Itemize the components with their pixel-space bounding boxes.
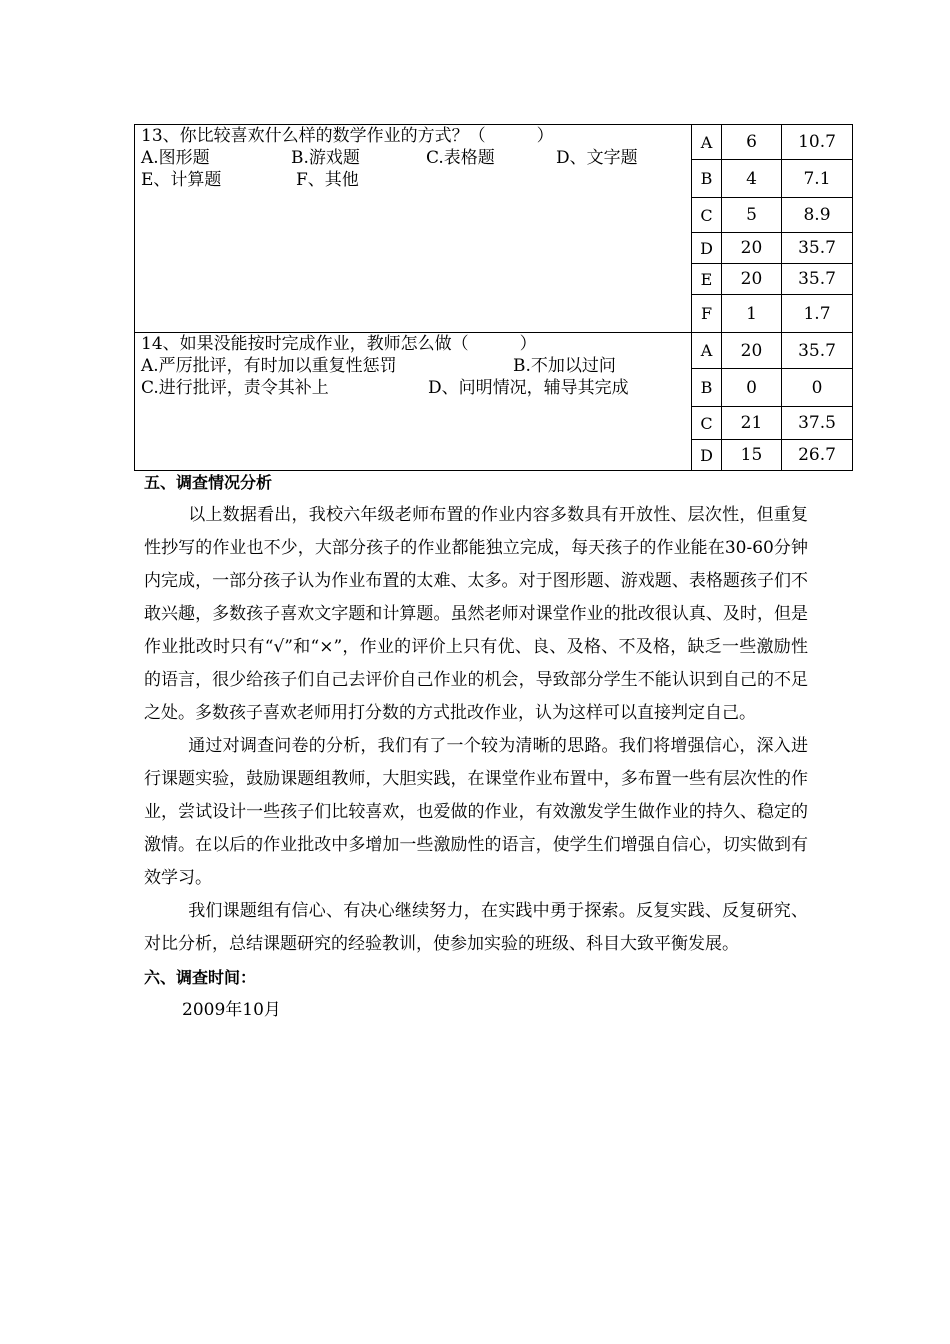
option-label: A [692,125,722,160]
option-label: D [692,440,722,471]
question-13-options-line2 [141,169,685,191]
count-cell: 4 [722,160,782,198]
count-cell: 5 [722,198,782,233]
question-14-options-line2 [141,377,685,399]
option-text: C.进行批评，责令其补上 [141,378,329,398]
paragraph: 我们课题组有信心、有决心继续努力，在实践中勇于探索。反复实践、反复研究、对比分析，总结课题研究的经验教训，使参加实验的班级、科目大致平衡发展。 [144,901,808,954]
count-cell: 21 [722,407,782,440]
option-text: B.游戏题 [291,148,360,168]
option-label: D [692,233,722,264]
percent-cell: 8.9 [782,198,853,233]
question-13-cell [135,125,692,333]
question-13-options-line1 [141,147,685,169]
option-text: C.表格题 [426,148,495,168]
question-14-cell [135,333,692,471]
percent-cell: 35.7 [782,233,853,264]
percent-cell: 10.7 [782,125,853,160]
count-cell: 1 [722,295,782,333]
table-row [135,125,853,160]
percent-cell: 7.1 [782,160,853,198]
option-text: D、文字题 [556,148,638,168]
option-label: F [692,295,722,333]
count-cell: 20 [722,333,782,369]
percent-cell: 0 [782,369,853,407]
percent-cell: 26.7 [782,440,853,471]
question-14-options-line1 [141,355,685,377]
count-cell: 15 [722,440,782,471]
option-text: E、计算题 [141,170,222,190]
option-label: B [692,160,722,198]
option-text: B.不加以过问 [513,356,616,376]
percent-cell: 37.5 [782,407,853,440]
option-label: B [692,369,722,407]
percent-cell: 1.7 [782,295,853,333]
option-label: C [692,198,722,233]
percent-cell: 35.7 [782,264,853,295]
survey-table [134,124,853,471]
paragraph: 通过对调查问卷的分析，我们有了一个较为清晰的思路。我们将增强信心，深入进行课题实验，鼓励课题组教师，大胆实践，在课堂作业布置中，多布置一些有层次性的作业，尝试设计一些孩子们比较喜欢，也爱做的作业，有效激发学生做作业的持久、稳定的激情。在以后的作业批改中多增加一些激励性的语言，使学生们增强自信心，切实做到有效学习。 [144,736,808,888]
option-text: A.图形题 [141,148,210,168]
count-cell: 20 [722,264,782,295]
option-text: F、其他 [296,170,359,190]
count-cell: 6 [722,125,782,160]
option-text: D、问明情况，辅导其完成 [428,378,629,398]
analysis-section [144,466,808,1027]
option-label: C [692,407,722,440]
option-label: E [692,264,722,295]
section-5-heading: 五、调查情况分析 [144,473,273,492]
survey-date: 2009年10月 [182,1000,281,1020]
count-cell: 20 [722,233,782,264]
option-label: A [692,333,722,369]
section-6-heading: 六、调查时间： [144,968,257,987]
paragraph: 以上数据看出，我校六年级老师布置的作业内容多数具有开放性、层次性，但重复性抄写的作业也不少，大部分孩子的作业都能独立完成，每天孩子的作业能在30-60分钟内完成，一部分孩子认为作业布置的太难、太多。对于图形题、游戏题、表格题孩子们不敢兴趣，多数孩子喜欢文字题和计算题。虽然老师对课堂作业的批改很认真、及时，但是作业批改时只有“√”和“×”，作业的评价上只有优、良、及格、不及格，缺乏一些激励性的语言，很少给孩子们自己去评价自己作业的机会，导致部分学生不能认识到自己的不足之处。多数孩子喜欢老师用打分数的方式批改作业，认为这样可以直接判定自己。 [144,505,808,723]
option-text: A.严厉批评，有时加以重复性惩罚 [141,356,397,376]
count-cell: 0 [722,369,782,407]
table-row [135,333,853,369]
question-13-title: 13、你比较喜欢什么样的数学作业的方式？（ ） [141,126,554,146]
percent-cell: 35.7 [782,333,853,369]
question-14-title: 14、如果没能按时完成作业，教师怎么做（ ） [141,334,537,354]
